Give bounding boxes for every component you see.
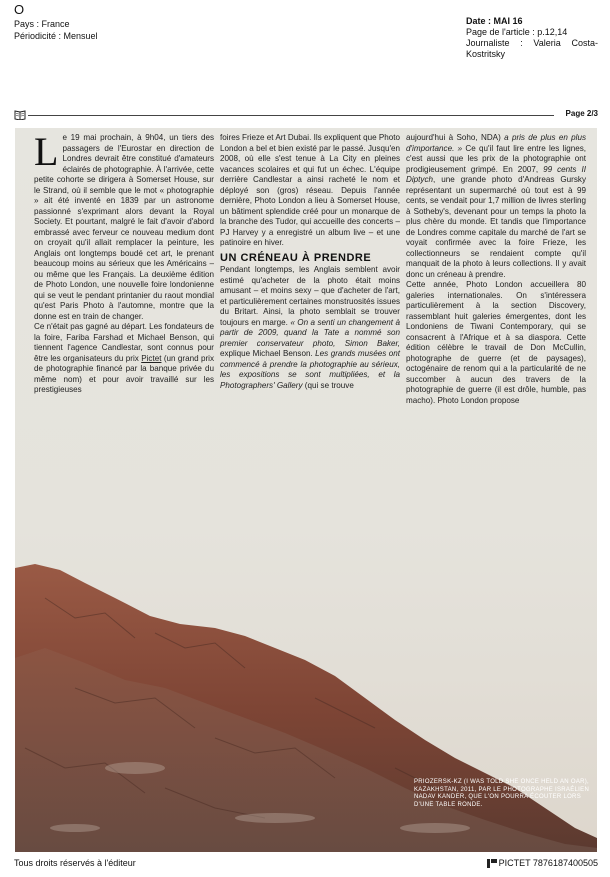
article-column-3 xyxy=(406,133,586,406)
date-line xyxy=(466,16,598,27)
date-label: Date : xyxy=(466,16,494,26)
header-meta-left xyxy=(14,18,98,42)
page-rule xyxy=(28,115,554,116)
pages-line: Page de l'article : p.12,14 xyxy=(466,27,568,37)
paragraph-text: e 19 mai prochain, à 9h04, un tiers des passagers de l'Eurostar en direction de Londres devrait être constitué d'amateurs éclairés de photographie. À l'arrivée, cette petite cohorte se dirigera à Somerset House, sur le Strand, où il semble que le mot « photographie » ait été inventé en 1839 par un astronome passionné s'exprimant alors devant la Royal Society. Et pourtant, malgré le fait d'avoir d'abord embrassé avec ferveur ce nouveau medium dont on croyait qu'il allait remplacer la peinture, les Anglais ont longtemps boudé cet art, le prenant beaucoup moins au sérieux que les Américains – ou même que les Français. La deuxième édition de Photo London, une nouvelle foire londonienne qui se veut le pendant printanier du raout mondial qu'est Paris Photo à l'automne, montre que la donne est en train de changer. xyxy=(34,133,214,321)
paragraph: foires Frieze et Art Dubai. Ils expliquent que Photo London a bel et bien existé par le passé. Jusqu'en 2008, où elle s'est tenue à La City en pleines vacances scolaires et qui fut un échec. L'équipe derrière Candlestar a ainsi racheté le nom et déployé son (gros) réseau. Depuis l'année dernière, Photo London a lieu à Somerset House, un bâtiment splendide créé pour un monarque de la branche des Tudor, qui accueille des concerts – PJ Harvey y a enregistré un album live – et une patinoire en hiver. xyxy=(220,133,400,247)
paragraph-text: Pendant longtemps, les Anglais semblent avoir estimé qu'acheter de la photo était moins amusant – et moins sexy – que d'acheter de l'art, et particulièrement certaines monstruosités issues du Britart. Ainsi, la photo semblait se trouver toujours en marge. xyxy=(220,265,400,327)
quote-text: a pris de plus en plus d'importance. » xyxy=(406,133,586,153)
paragraph xyxy=(406,133,586,280)
paragraph xyxy=(34,129,214,322)
paragraph-text: , une grande photo d'Andreas Gursky représentant un supermarché où tout est à 99 cents, se vendait pour 1,7 million de livres sterling à Sotheby's, devenant pour un temps la photo la plus chère du monde. Et tandis que l'importance de Londres comme capitale du marché de l'art se voyait confirmée avec la foire Frieze, les collectionneurs se rendaient compte qu'il manquait de la photo à leurs collections. Il y avait donc un créneau à prendre. xyxy=(406,175,586,279)
paragraph-text: explique Michael Benson. xyxy=(220,349,313,358)
journalist-label: Journaliste xyxy=(466,38,510,48)
journalist-colon: : xyxy=(520,38,523,48)
paragraph xyxy=(220,265,400,391)
journalist-line xyxy=(466,38,598,49)
paragraph-text: aujourd'hui à Soho, NDA) xyxy=(406,133,501,142)
quote-text: « On a senti un changement à partir de 2009, quand la Tate a nommé son premier conservateur photo, Simon Baker, xyxy=(220,317,400,348)
pictet-link[interactable]: Pictet xyxy=(141,353,162,363)
header-meta-right xyxy=(466,16,598,60)
section-subhead: UN CRÉNEAU À PRENDRE xyxy=(220,251,372,264)
article-column-2 xyxy=(220,133,400,391)
periodicity-line: Périodicité : Mensuel xyxy=(14,31,98,41)
date-value: MAI 16 xyxy=(493,16,523,26)
article-column-1 xyxy=(34,129,215,396)
header-mark: O xyxy=(14,2,25,17)
journalist-rest: Kostritsky xyxy=(466,49,506,59)
paragraph-text: (qui se trouve xyxy=(302,380,354,390)
dropcap: L xyxy=(34,129,59,174)
client-code: PICTET 7876187400505 xyxy=(498,858,598,868)
book-icon xyxy=(14,109,26,120)
paragraph: Cette année, Photo London accueillera 80 galeries internationales. On s'intéressera particulièrement à la section Discovery, rassemblant huit galeries émergentes, dont les Londoniens de Tiwani Contemporary, qui se consacrent à l'Afrique et à sa diaspora. Cette édition célèbre le travail de Don McCullin, photographe de guerre (et de paysages), octogénaire de renom qui a la particularité de ne succomber à aucun des travers de la photographie de guerre (il est drôle, humble, pas macho). Photo London propose xyxy=(406,280,586,405)
journalist-last: Costa- xyxy=(571,38,598,48)
paragraph-text: Ce n'était pas gagné au départ. Les fondateurs de la foire, Fariba Farshad et Michael Benson, qui tiennent l'agence Candlestar, sont connus pour être les organisateurs du prix xyxy=(34,322,214,363)
country-line: Pays : France xyxy=(14,19,70,29)
page-number: Page 2/3 xyxy=(565,109,598,118)
page-bar xyxy=(14,108,598,122)
journalist-first: Valeria xyxy=(533,38,561,48)
quote-text: Les grands musées ont commencé à prendre la photographie au sérieux, les expositions se sont multipliées, et la Photographers' Gallery xyxy=(220,349,400,390)
paragraph-text: (un grand prix de photographie financé par la banque privée du même nom) et pour avoir travaillé sur les prestigieuses xyxy=(34,353,215,394)
pictet-logo-icon xyxy=(487,859,497,868)
photo-caption: PRIOZERSK-KZ (I WAS TOLD SHE ONCE HELD AN OAR), KAZAKHSTAN, 2011, PAR LE PHOTOGRAPHE ISRAÉLIEN NADAV KANDER, QUE L'ON POURRA ÉCOUTER LORS D'UNE TABLE RONDE. xyxy=(414,779,590,808)
paragraph xyxy=(34,322,214,396)
footer-client xyxy=(487,858,598,868)
footer-rights: Tous droits réservés à l'éditeur xyxy=(14,858,136,868)
artwork-title: 99 cents II Diptych xyxy=(406,164,587,184)
paragraph-text: Ce qu'il faut lire entre les lignes, c'est aussi que les prix de la photographie ont prodigieusement grimpé. En 2007, xyxy=(406,143,586,174)
